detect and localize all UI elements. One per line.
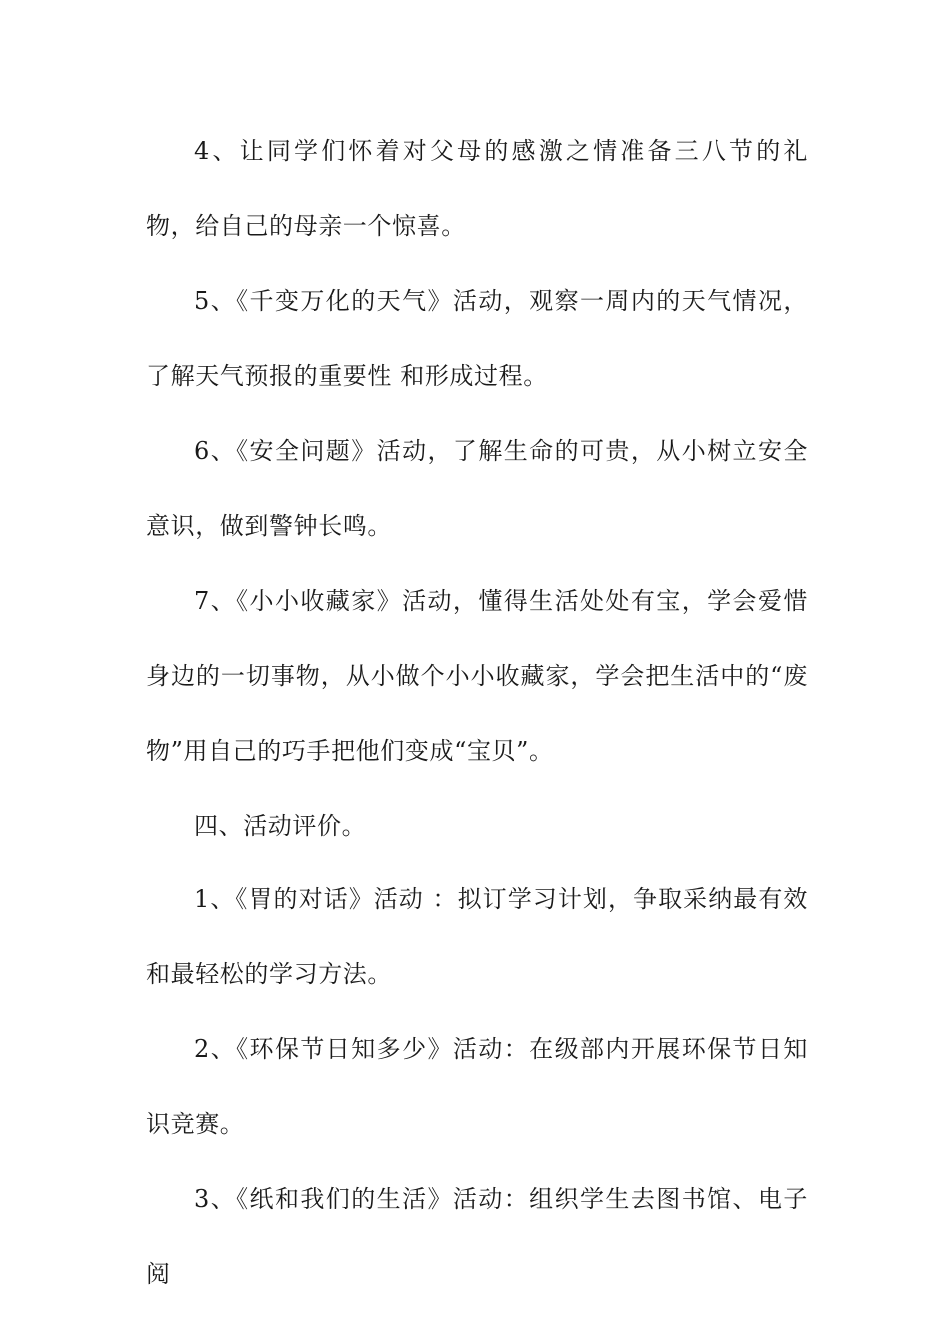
paragraph-item-4: 4、让同学们怀着对父母的感激之情准备三八节的礼 物，给自己的母亲一个惊喜。: [146, 137, 808, 240]
paragraph-item-7: 7、《小小收藏家》活动，懂得生活处处有宝，学会爱惜身边的一切事物，从小做个小小收藏家，学会把生活中的“废物”用自己的巧手把他们变成“宝贝”。: [146, 587, 808, 765]
paragraph-item-5: 5、《千变万化的天气》活动，观察一周内的天气情况，了解天气预报的重要性 和形成过程。: [146, 287, 808, 390]
section-heading-evaluation: 四、活动评价。: [194, 812, 367, 840]
paragraph-item-6: 6、《安全问题》活动，了解生命的可贵，从小树立安全意识，做到警钟长鸣。: [146, 437, 808, 540]
evaluation-item-3: 3、《纸和我们的生活》活动：组织学生去图书馆、电子阅: [146, 1185, 808, 1288]
evaluation-item-1: 1、《胃的对话》活动 ：拟订学习计划，争取采纳最有效和最轻松的学习方法。: [146, 885, 808, 988]
evaluation-item-2: 2、《环保节日知多少》活动：在级部内开展环保节日知识竞赛。: [146, 1035, 808, 1138]
